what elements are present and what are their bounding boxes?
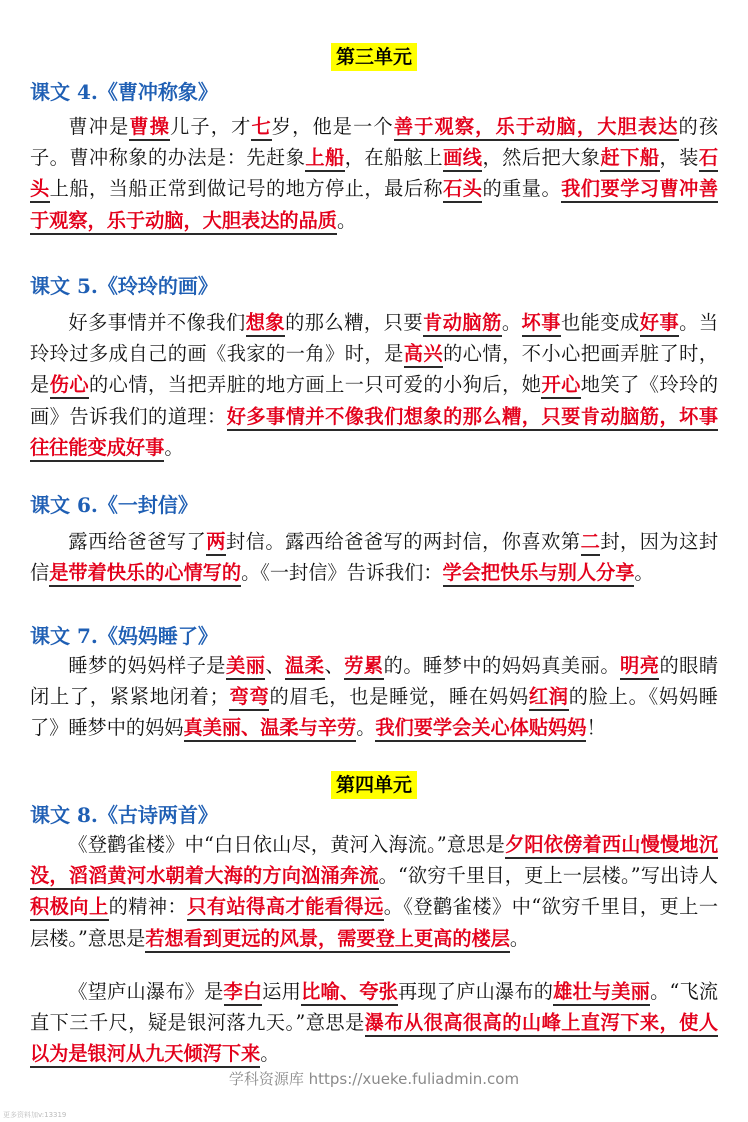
body-text: 、 xyxy=(265,654,286,677)
unit-3-heading xyxy=(0,43,748,71)
body-text: 。 xyxy=(260,1042,280,1066)
answer-highlight: 石头 xyxy=(30,146,718,203)
body-text: 的精神： xyxy=(108,895,188,919)
body-text: 封信。露西给爸爸写的两封信，你喜欢第 xyxy=(226,530,581,553)
lesson-8-text-wanglushan xyxy=(30,976,718,1070)
body-text: 《登鹳雀楼》中“白日依山尽，黄河入海流。”意思是 xyxy=(68,833,506,856)
body-text: 的心情，当把弄脏的地方画上一只可爱的小狗后，她 xyxy=(89,373,542,397)
body-text: 。“飞流直下三千尺，疑是银河落九天。”意思是 xyxy=(30,980,719,1035)
answer-highlight: 我们要学习曹冲善于观察，乐于动脑，大胆表达的品质 xyxy=(30,177,718,234)
answer-highlight: 是带着快乐的心情写的 xyxy=(49,561,241,587)
lesson-8-title: 课文 8.《古诗两首》 xyxy=(30,803,218,827)
answer-highlight: 好多事情并不像我们想象的那么糟，只要肯动脑筋，坏事往往能变成好事 xyxy=(30,405,718,462)
body-text: 。“欲穷千里目，更上一层楼。”写出诗人 xyxy=(378,864,718,888)
body-text: 。《一封信》告诉我们： xyxy=(241,561,443,585)
answer-highlight: 画线 xyxy=(443,146,482,172)
answer-highlight: 上船 xyxy=(305,146,344,172)
body-text: 的眼睛闭上了，紧紧地闭着； xyxy=(30,654,719,709)
answer-highlight: 学会把快乐与别人分享 xyxy=(443,561,635,587)
body-text: 的重量。 xyxy=(482,177,562,201)
body-text: 。当玲玲过多成自己的画《我家的一角》时，是 xyxy=(30,311,719,366)
lesson-5-title: 课文 5.《玲玲的画》 xyxy=(30,274,218,298)
body-text: 的眉毛，也是睡觉，睡在妈妈 xyxy=(269,685,529,709)
body-text: 也能变成 xyxy=(560,311,640,334)
answer-highlight: 赶下船 xyxy=(600,146,659,172)
body-text: 儿子，才 xyxy=(170,115,252,138)
unit-4-label: 第四单元 xyxy=(331,771,417,799)
unit-3-label: 第三单元 xyxy=(331,43,417,71)
answer-highlight: 劳累 xyxy=(344,654,383,680)
answer-highlight: 伤心 xyxy=(50,373,89,399)
body-text: 。 xyxy=(337,208,357,232)
answer-highlight: 美丽 xyxy=(226,654,265,680)
body-text: 。 xyxy=(356,716,376,740)
lesson-6-text xyxy=(30,526,718,588)
answer-highlight: 开心 xyxy=(541,373,580,399)
body-text: ，然后把大象 xyxy=(482,146,601,170)
lesson-6-title: 课文 6.《一封信》 xyxy=(30,493,198,517)
body-text: 曹冲是 xyxy=(68,115,130,138)
answer-highlight: 好事 xyxy=(640,311,679,337)
answer-highlight: 肯动脑筋 xyxy=(423,311,502,337)
body-text: 运用 xyxy=(262,980,302,1003)
body-text: 。《登鹳雀楼》中“欲穷千里目，更上一层楼。”意思是 xyxy=(30,895,719,950)
answer-highlight: 比喻、夸张 xyxy=(301,980,398,1006)
body-text: 封，因为这封信 xyxy=(30,530,719,585)
body-text: ，装 xyxy=(659,146,699,170)
answer-highlight: 弯弯 xyxy=(229,685,270,711)
answer-highlight: 雄壮与美丽 xyxy=(553,980,650,1006)
body-text: 地笑了《玲玲的画》告诉我们的道理： xyxy=(30,373,719,428)
answer-highlight: 真美丽、温柔与辛劳 xyxy=(184,716,357,742)
answer-highlight: 只有站得高才能看得远 xyxy=(187,895,384,921)
answer-highlight: 明亮 xyxy=(620,654,659,680)
lesson-4-title: 课文 4.《曹冲称象》 xyxy=(30,80,218,104)
body-text: 。 xyxy=(164,435,184,459)
body-text: 睡梦的妈妈样子是 xyxy=(68,654,226,677)
answer-highlight: 石头 xyxy=(443,177,482,203)
body-text: 。 xyxy=(634,561,654,585)
answer-highlight: 红润 xyxy=(529,685,569,711)
body-text: 的。睡梦中的妈妈真美丽。 xyxy=(383,654,621,677)
answer-highlight: 想象 xyxy=(246,311,285,337)
lesson-7-title: 课文 7.《妈妈睡了》 xyxy=(30,624,218,648)
lesson-8-text-dengquequelou xyxy=(30,829,718,954)
answer-highlight: 善于观察，乐于动脑，大胆表达 xyxy=(394,115,679,141)
answer-highlight: 两 xyxy=(206,530,226,556)
answer-highlight: 曹操 xyxy=(129,115,170,141)
body-text: 露西给爸爸写了 xyxy=(68,530,207,553)
body-text: 的脸上。《妈妈睡了》睡梦中的妈妈 xyxy=(30,685,718,740)
body-text: ！ xyxy=(586,716,606,740)
body-text: 的那么糟，只要 xyxy=(285,311,424,334)
footer-source: 学科资源库 https://xueke.fuliadmin.com xyxy=(228,1070,520,1088)
lesson-5-text xyxy=(30,307,718,463)
answer-highlight: 坏事 xyxy=(522,311,561,337)
answer-highlight: 若想看到更远的风景，需要登上更高的楼层 xyxy=(145,927,510,953)
body-text: 《望庐山瀑布》是 xyxy=(68,980,224,1003)
answer-highlight: 温柔 xyxy=(285,654,324,680)
answer-highlight: 高兴 xyxy=(404,342,443,368)
answer-highlight: 七 xyxy=(251,115,271,141)
answer-highlight: 我们要学会关心体贴妈妈 xyxy=(375,716,586,742)
body-text: 岁，他是一个 xyxy=(271,115,394,138)
unit-4-heading xyxy=(0,771,748,799)
answer-highlight: 积极向上 xyxy=(30,895,109,921)
body-text: 、 xyxy=(324,654,345,677)
answer-highlight: 瀑布从很高很高的山峰上直泻下来，使人以为是银河从九天倾泻下来 xyxy=(30,1011,718,1068)
body-text: 好多事情并不像我们 xyxy=(68,311,246,334)
body-text: 的孩子。曹冲称象的办法是：先赶象 xyxy=(30,115,719,170)
lesson-4-text xyxy=(30,111,718,236)
lesson-7-text xyxy=(30,650,718,744)
body-text: 。 xyxy=(509,926,530,950)
corner-watermark: 更多资料加v:13319 xyxy=(3,1111,67,1119)
answer-highlight: 夕阳依傍着西山慢慢地沉没，滔滔黄河水朝着大海的方向汹涌奔流 xyxy=(30,833,718,890)
answer-highlight: 二 xyxy=(581,530,601,556)
body-text: 上船，当船正常到做记号的地方停止，最后称 xyxy=(49,177,444,201)
body-text: 再现了庐山瀑布的 xyxy=(398,980,554,1003)
answer-highlight: 李白 xyxy=(224,980,263,1006)
body-text: 的心情，不小心把画弄脏了时，是 xyxy=(30,342,719,397)
body-text: 。 xyxy=(501,311,522,334)
body-text: ，在船舷上 xyxy=(344,146,444,170)
